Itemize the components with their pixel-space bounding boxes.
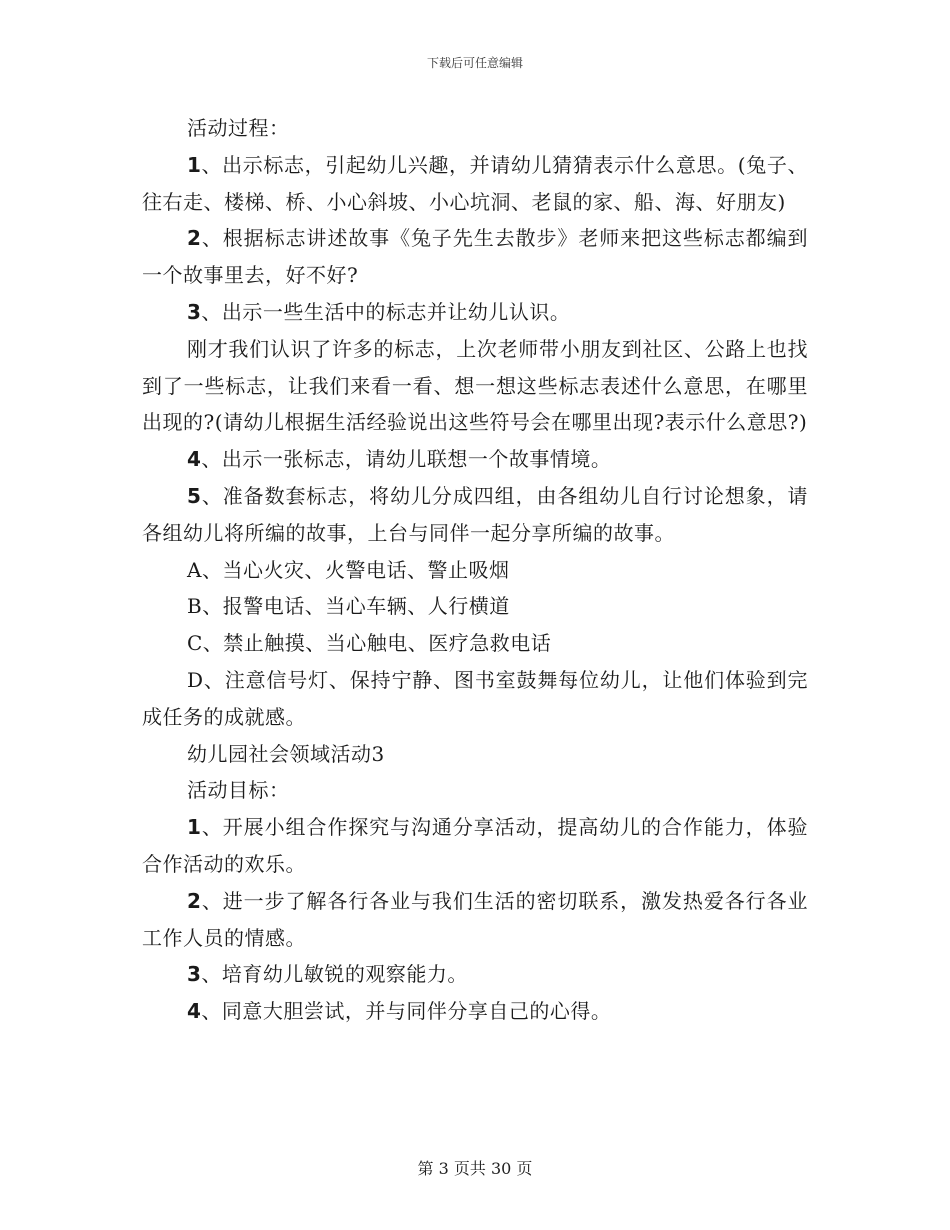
paragraph-step-3: 3、出示一些生活中的标志并让幼儿认识。 — [187, 299, 571, 324]
paragraph-step-3-detail: 刚才我们认识了许多的标志，上次老师带小朋友到社区、公路上也找到了一些标志，让我们来看一看、想一想这些标志表述什么意思，在哪里出现的?(请幼儿根据生活经验说出这些符号会在哪里出现?表示什么意思?) — [142, 336, 808, 435]
paragraph-group-c: C、禁止触摸、当心触电、医疗急救电话 — [187, 631, 552, 656]
paragraph-step-5: 5、准备数套标志，将幼儿分成四组，由各组幼儿自行讨论想象，请各组幼儿将所编的故事，上台与同伴一起分享所编的故事。 — [142, 483, 808, 545]
paragraph-heading-process: 活动过程： — [187, 116, 290, 140]
paragraph-goal-1: 1、开展小组合作探究与沟通分享活动，提高幼儿的合作能力，体验合作活动的欢乐。 — [142, 815, 808, 876]
paragraph-step-2: 2、根据标志讲述故事《兔子先生去散步》老师来把这些标志都编到一个故事里去，好不好? — [142, 226, 808, 288]
paragraph-step-4: 4、出示一张标志，请幼儿联想一个故事情境。 — [187, 447, 612, 472]
paragraph-group-d: D、注意信号灯、保持宁静、图书室鼓舞每位幼儿，让他们体验到完成任务的成就感。 — [142, 667, 808, 729]
paragraph-goal-4: 4、同意大胆尝试，并与同伴分享自己的心得。 — [187, 999, 612, 1024]
paragraph-step-1: 1、出示标志，引起幼儿兴趣，并请幼儿猜猜表示什么意思。(兔子、往右走、楼梯、桥、小心斜坡、小心坑洞、老鼠的家、船、海、好朋友) — [142, 152, 808, 214]
paragraph-goal-3: 3、培育幼儿敏锐的观察能力。 — [187, 962, 468, 987]
paragraph-heading-goals: 活动目标： — [187, 778, 290, 803]
paragraph-group-b: B、报警电话、当心车辆、人行横道 — [187, 594, 510, 619]
section-title-activity-3: 幼儿园社会领域活动3 — [187, 741, 385, 766]
page-header: 下载后可任意编辑 — [426, 56, 523, 70]
document-body — [142, 110, 808, 1030]
page-footer: 第 3 页共 30 页 — [417, 1159, 533, 1178]
paragraph-group-a: A、当心火灾、火警电话、警止吸烟 — [187, 557, 510, 582]
paragraph-goal-2: 2、进一步了解各行各业与我们生活的密切联系，激发热爱各行各业工作人员的情感。 — [142, 888, 808, 950]
